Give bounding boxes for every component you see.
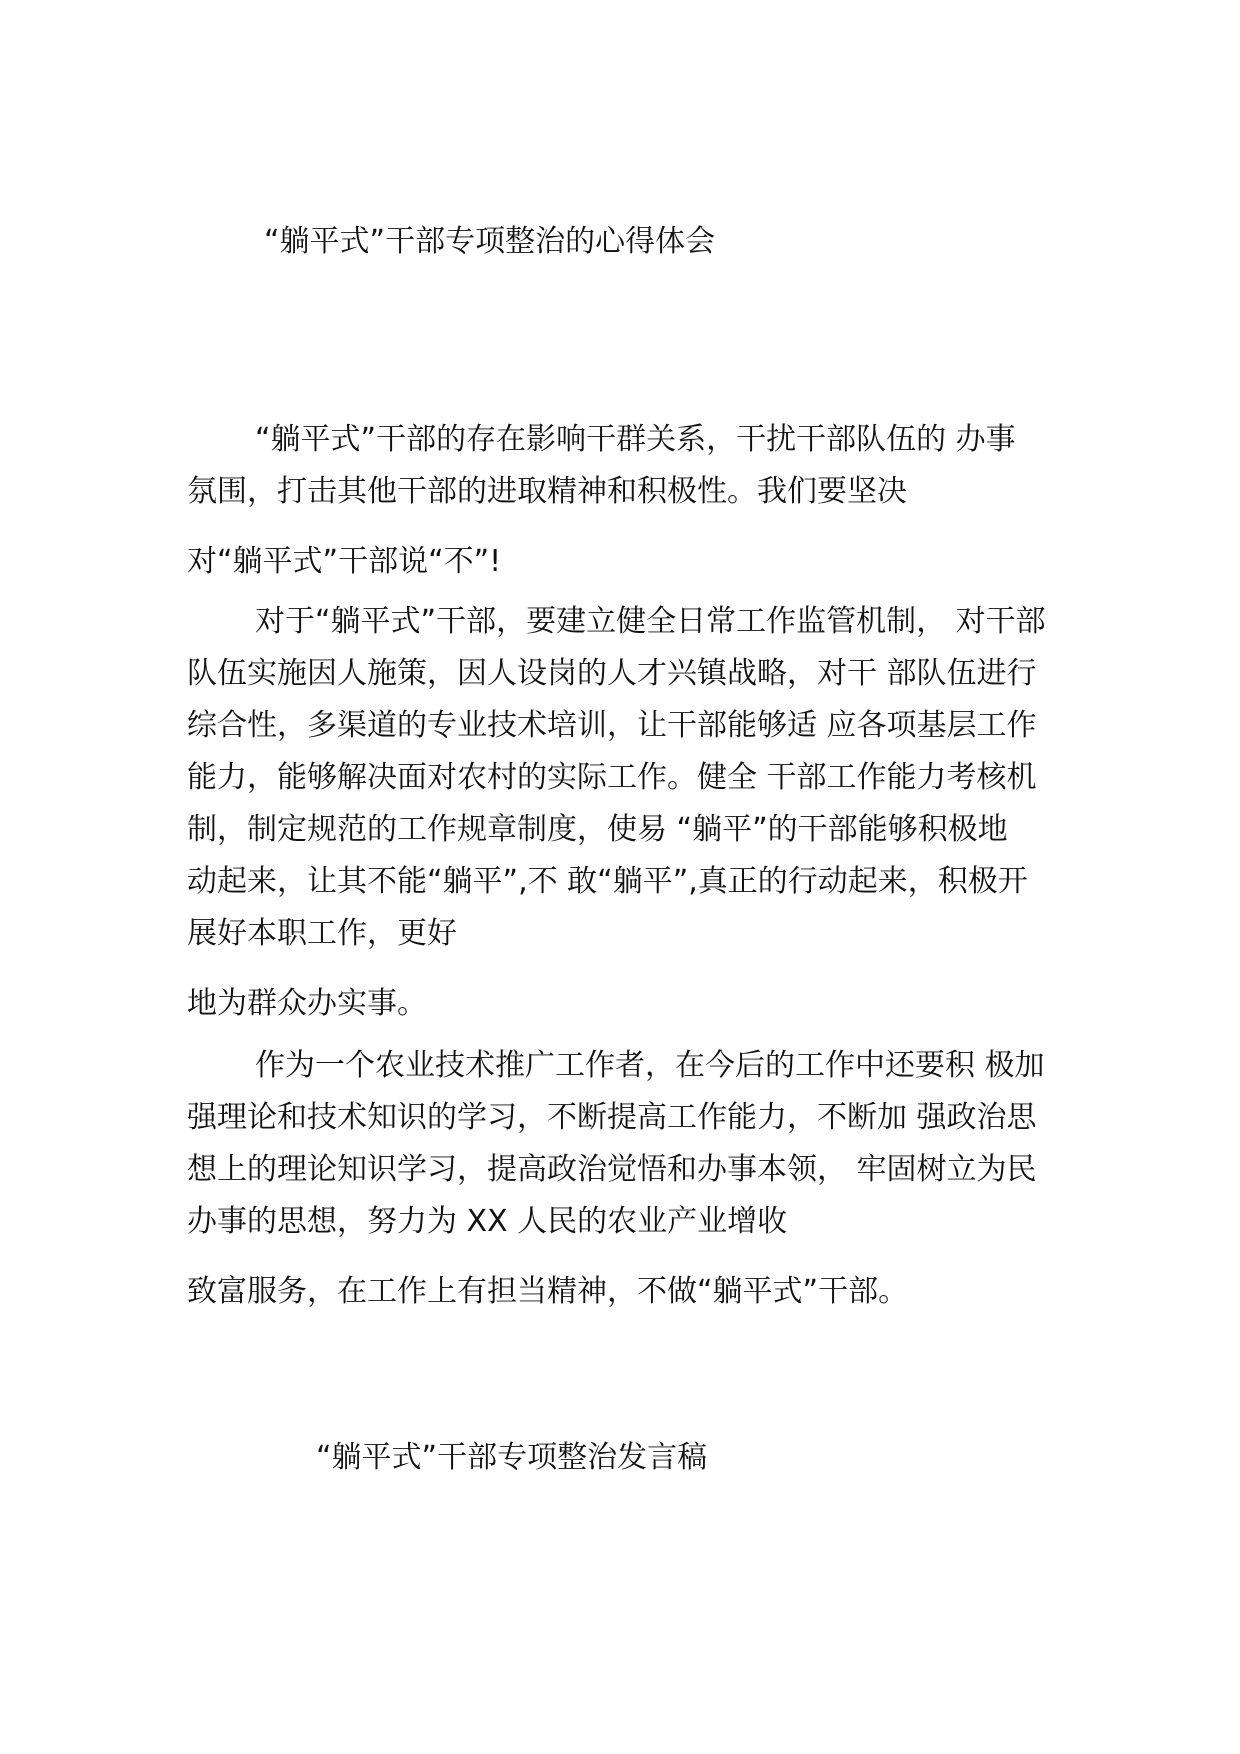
paragraph-3-line-2: 强理论和技术知识的学习，不断提高工作能力，不断加 强政治思 — [187, 1100, 1037, 1135]
paragraph-2-line-4: 能力，能够解决面对农村的实际工作。健全 干部工作能力考核机 — [187, 760, 1037, 795]
paragraph-2-line-8: 地为群众办实事。 — [187, 986, 427, 1021]
paragraph-2-line-5: 制，制定规范的工作规章制度，使易 “躺平”的干部能够积极地 — [187, 812, 1008, 847]
paragraph-1-line-3: 对“躺平式”干部说“不”! — [187, 544, 502, 579]
second-document-title: “躺平式”干部专项整治发言稿 — [316, 1440, 708, 1475]
paragraph-3-line-4: 办事的思想，努力为 XX 人民的农业产业增收 — [187, 1204, 788, 1239]
paragraph-2-line-3: 综合性，多渠道的专业技术培训，让干部能够适 应各项基层工作 — [187, 708, 1037, 743]
paragraph-2-line-2: 队伍实施因人施策，因人设岗的人才兴镇战略，对干 部队伍进行 — [187, 656, 1037, 691]
paragraph-3-line-3: 想上的理论知识学习，提高政治觉悟和办事本领， 牢固树立为民 — [187, 1152, 1037, 1187]
document-title: “躺平式”干部专项整治的心得体会 — [264, 224, 716, 259]
paragraph-2-line-1: 对于“躺平式”干部，要建立健全日常工作监管机制， 对干部 — [255, 604, 1046, 639]
paragraph-3-line-5: 致富服务，在工作上有担当精神，不做“躺平式”干部。 — [187, 1274, 909, 1309]
paragraph-3-line-1: 作为一个农业技术推广工作者，在今后的工作中还要积 极加 — [255, 1048, 1045, 1083]
paragraph-2-line-6: 动起来，让其不能“躺平”,不 敢“躺平”,真正的行动起来，积极开 — [187, 864, 1028, 899]
paragraph-1-line-1: “躺平式”干部的存在影响干群关系，干扰干部队伍的 办事 — [255, 422, 1016, 457]
paragraph-1-line-2: 氛围，打击其他干部的进取精神和积极性。我们要坚决 — [187, 474, 907, 509]
paragraph-2-line-7: 展好本职工作，更好 — [187, 916, 457, 951]
